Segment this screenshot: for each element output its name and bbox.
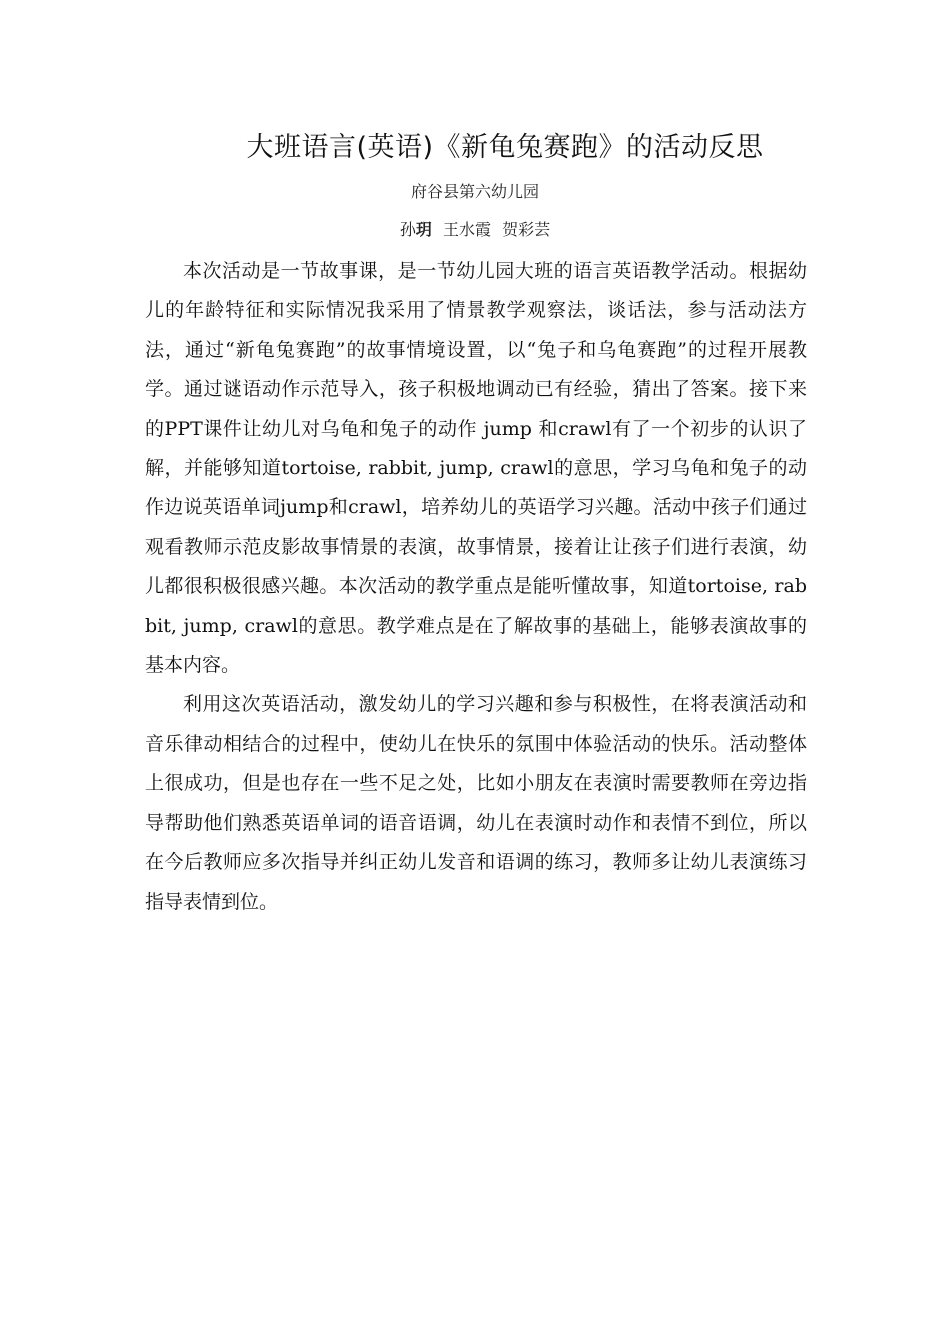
author-1-given: 玥 [415, 220, 432, 239]
author-2: 王水霞 [443, 220, 492, 239]
paragraph-1: 本次活动是一节故事课，是一节幼儿园大班的语言英语教学活动。根据幼儿的年龄特征和实际情况我采用了情景教学观察法，谈话法，参与活动法方法，通过“新龟兔赛跑”的故事情境设置，以“兔子和乌龟赛跑”的过程开展教学。通过谜语动作示范导入，孩子积极地调动已有经验，猜出了答案。接下来的PPT课件让幼儿对乌龟和兔子的动作 jump 和crawl有了一个初步的认识了解，并能够知道tortoise, rabbit, jump, crawl的意思，学习乌龟和兔子的动作边说英语单词jump和crawl，培养幼儿的英语学习兴趣。活动中孩子们通过观看教师示范皮影故事情景的表演，故事情景，接着让让孩子们进行表演，幼儿都很积极很感兴趣。本次活动的教学重点是能听懂故事，知道tortoise, rabbit, jump, crawl的意思。教学难点是在了解故事的基础上，能够表演故事的基本内容。 [145, 260, 807, 677]
author-line [145, 217, 805, 243]
article-body [145, 252, 807, 922]
author-3: 贺彩芸 [502, 220, 551, 239]
author-1 [400, 220, 432, 239]
author-1-surname: 孙 [399, 220, 416, 239]
document-title: 大班语言(英语)《新龟兔赛跑》的活动反思 [246, 132, 764, 163]
organization-name: 府谷县第六幼儿园 [410, 182, 539, 201]
paragraph-2: 利用这次英语活动，激发幼儿的学习兴趣和参与积极性，在将表演活动和音乐律动相结合的过程中，使幼儿在快乐的氛围中体验活动的快乐。活动整体上很成功，但是也存在一些不足之处，比如小朋友在表演时需要教师在旁边指导帮助他们熟悉英语单词的语音语调，幼儿在表演时动作和表情不到位，所以在今后教师应多次指导并纠正幼儿发音和语调的练习，教师多让幼儿表演练习指导表情到位。 [145, 693, 807, 913]
